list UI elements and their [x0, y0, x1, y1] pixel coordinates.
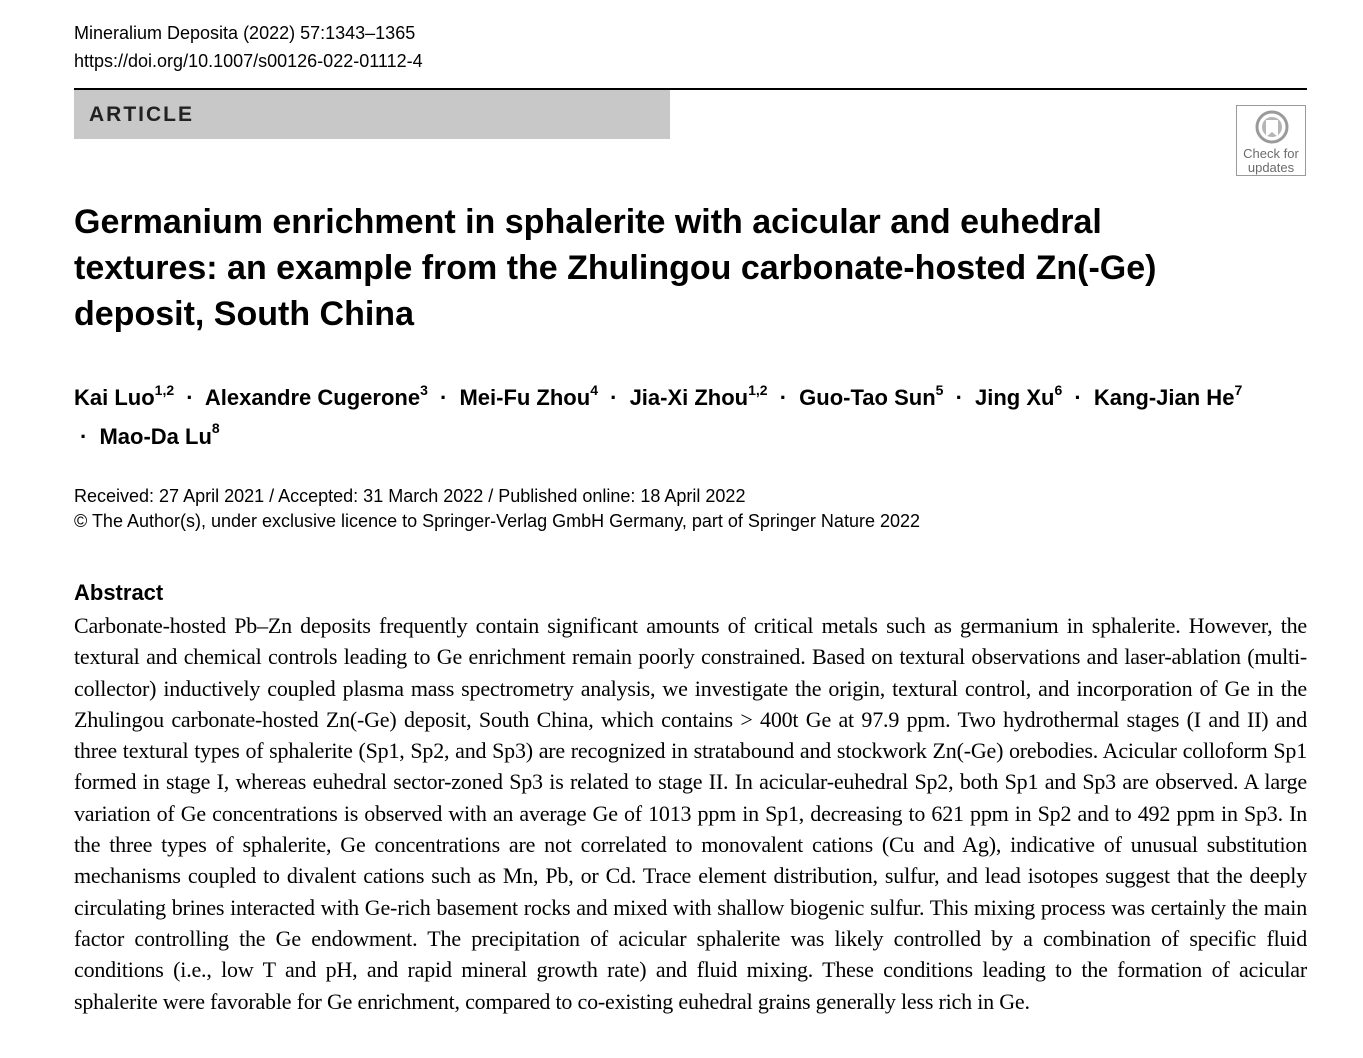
author-affiliation: 4	[590, 382, 598, 398]
author-name: Alexandre Cugerone	[204, 385, 421, 411]
journal-citation: Mineralium Deposita (2022) 57:1343–1365	[74, 23, 416, 43]
doi-link[interactable]: https://doi.org/10.1007/s00126-022-01112-4	[74, 51, 423, 71]
check-for-updates-badge[interactable]	[1236, 105, 1306, 176]
article-title: Germanium enrichment in sphalerite with acicular and euhedral textures: an example from the Zhulingou carbonate-hosted Zn(-Ge) deposit, South China	[74, 203, 1157, 333]
author-list	[74, 376, 1254, 453]
author[interactable]	[74, 382, 175, 411]
author[interactable]	[975, 382, 1063, 411]
author[interactable]	[799, 382, 944, 411]
author-name: Jing Xu	[975, 385, 1055, 411]
author-affiliation: 6	[1054, 382, 1063, 398]
author-separator: ·	[186, 385, 194, 411]
author-name: Kai Luo	[74, 385, 155, 411]
author-separator: ·	[955, 385, 963, 411]
author-affiliation: 1,2	[154, 382, 175, 398]
author-separator: ·	[779, 385, 788, 411]
author-separator: ·	[1074, 385, 1082, 411]
publication-dates: Received: 27 April 2021 / Accepted: 31 March 2022 / Published online: 18 April 2022	[74, 486, 746, 506]
author[interactable]	[459, 382, 598, 411]
author[interactable]	[204, 382, 428, 411]
author[interactable]	[99, 420, 220, 449]
author-name: Guo-Tao Sun	[799, 385, 936, 411]
author-affiliation: 5	[935, 382, 944, 398]
abstract-text: Carbonate-hosted Pb–Zn deposits frequently contain significant amounts of critical metals such as germanium in sphalerite. However, the textural and chemical controls leading to Ge enrichment remain poorly constrained. Based on textural observations and laser-ablation (multi-collector) inductively coupled plasma mass spectrometry analysis, we investigate the origin, textural control, and incorporation of Ge in the Zhulingou carbonate-hosted Zn(-Ge) deposit, South China, which contains > 400t Ge at 97.9 ppm. Two hydrothermal stages (I and II) and three textural types of sphalerite (Sp1, Sp2, and Sp3) are recognized in stratabound and stockwork Zn(-Ge) orebodies. Acicular colloform Sp1 formed in stage I, whereas euhedral sector-zoned Sp3 is related to stage II. In acicular-euhedral Sp2, both Sp1 and Sp3 are observed. A large variation of Ge concentrations is observed with an average Ge of 1013 ppm in Sp1, decreasing to 621 ppm in Sp2 and to 492 ppm in Sp3. In the three types of sphalerite, Ge concentrations are not correlated to monovalent cations (Cu and Ag), indicative of unusual substitution mechanisms coupled to divalent cations such as Mn, Pb, or Cd. Trace element distribution, sulfur, and lead isotopes suggest that the deeply circulating brines interacted with Ge-rich basement rocks and mixed with shallow biogenic sulfur. This mixing process was certainly the main factor controlling the Ge endowment. The precipitation of acicular sphalerite was likely controlled by a combination of specific fluid conditions (i.e., low T and pH, and rapid mineral growth rate) and fluid mixing. These conditions leading to the formation of acicular sphalerite were favorable for Ge enrichment, compared to co-existing euhedral grains generally less rich in Ge.	[74, 613, 1307, 1014]
check-for-updates-icon	[1255, 110, 1289, 146]
badge-line-1: Check for	[1243, 146, 1299, 161]
author-affiliation: 8	[211, 420, 220, 437]
article-type-band	[74, 90, 670, 139]
copyright-notice: © The Author(s), under exclusive licence to Springer-Verlag GmbH Germany, part of Springer Nature 2022	[74, 511, 920, 531]
author[interactable]	[629, 382, 768, 411]
author-affiliation: 7	[1234, 382, 1243, 398]
author-name: Kang-Jian He	[1093, 385, 1235, 411]
abstract-heading: Abstract	[74, 580, 164, 605]
author-affiliation: 1,2	[748, 382, 768, 398]
author-separator: ·	[439, 385, 448, 411]
author-name: Mei-Fu Zhou	[459, 385, 591, 411]
article-type-label: ARTICLE	[89, 103, 194, 126]
author-affiliation: 3	[420, 382, 428, 398]
author-name: Jia-Xi Zhou	[629, 385, 749, 411]
badge-line-2: updates	[1247, 160, 1295, 175]
author-separator: ·	[80, 423, 88, 449]
author[interactable]	[1093, 382, 1243, 411]
author-separator: ·	[610, 385, 618, 411]
author-name: Mao-Da Lu	[99, 423, 212, 449]
